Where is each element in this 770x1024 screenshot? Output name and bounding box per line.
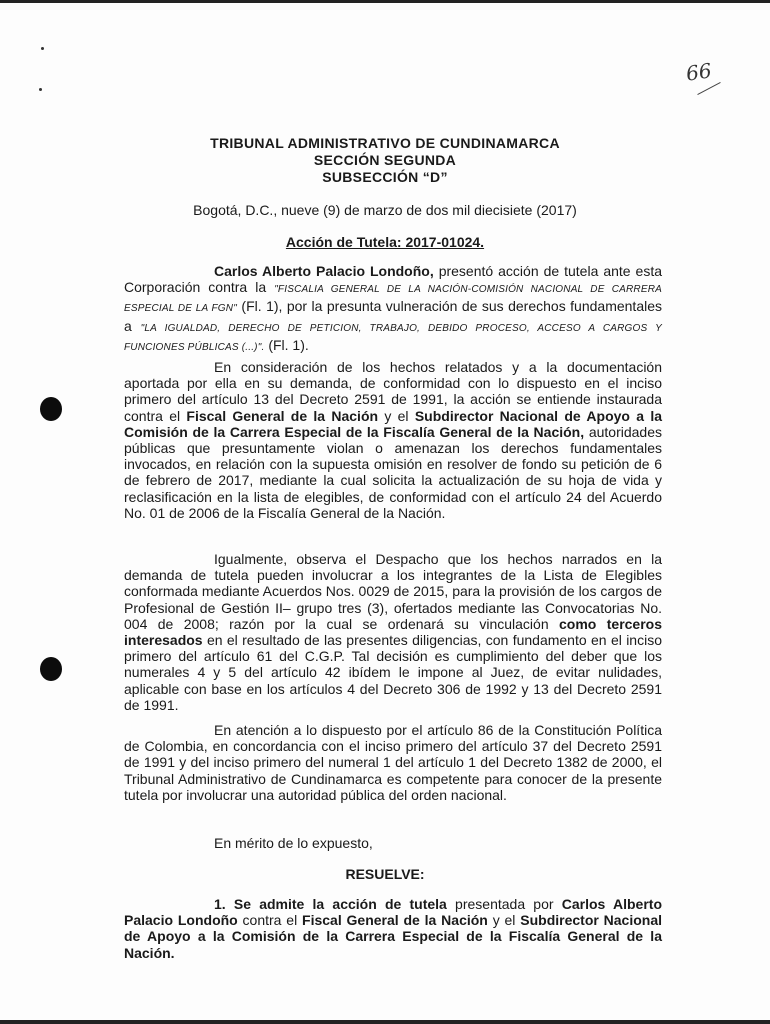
paragraph-competence: En atención a lo dispuesto por el artículo 86 de la Constitución Política de Colombia, en concordancia con el inciso primero del artículo 37 del Decreto 2591 de 1991 y del inciso primero del numeral 1 del artículo 1 del Decreto 1382 de 2000, el Tribunal Administrativo de Cundinamarca es competente para conocer de la presente tutela por involucrar una autoridad pública del orden nacional. [124,722,662,803]
paragraph-intro: Carlos Alberto Palacio Londoño, presentó acción de tutela ante esta Corporación contra la "FISCALIA GENERAL DE LA NACIÓN-COMISIÓN NACIONAL DE CARRERA ESPECIAL DE LA FGN" (Fl. 1), por la presunta vulneración de sus derechos fundamentales a "LA IGUALDAD, DERECHO DE PETICION, TRABAJO, DEBIDO PROCESO, ACCESO A CARGOS Y FUNCIONES PÚBLICAS (...)". (Fl. 1). [124,263,662,353]
quoted-rights: "LA IGUALDAD, DERECHO DE PETICION, TRABAJO, DEBIDO PROCESO, ACCESO A CARGOS Y FUNCIONES PÚBLICAS (...)". [124,322,662,353]
paragraph-considerations: En consideración de los hechos relatados y a la documentación aportada por ella en su demanda, de conformidad con lo dispuesto en el inciso primero del artículo 13 del Decreto 2591 de 1991, la acción se entiende instaurada contra el Fiscal General de la Nación y el Subdirector Nacional de Apoyo a la Comisión de la Carrera Especial de la Fiscalía General de la Nación, autoridades públicas que presuntamente violan o amenazan los derechos fundamentales invocados, en relación con la supuesta omisión en resolver de fondo su petición de 6 de febrero de 2017, mediante la cual solicita la actualización de su hoja de vida y reclasificación en la lista de elegibles, de conformidad con el artículo 24 del Acuerdo No. 01 de 2006 de la Fiscalía General de la Nación. [124,359,663,521]
scan-speck [39,88,42,91]
resuelve-heading: RESUELVE: [345,866,425,882]
case-title: Acción de Tutela: 2017-01024. [285,234,485,250]
folio-underline [697,82,720,95]
court-name: TRIBUNAL ADMINISTRATIVO DE CUNDINAMARCA [210,135,560,151]
quoted-defendant: "FISCALIA GENERAL DE LA NACIÓN-COMISIÓN NACIONAL DE CARRERA ESPECIAL DE LA FGN" [124,284,662,315]
document-date: Bogotá, D.C., nueve (9) de marzo de dos mil diecisiete (2017) [193,202,577,218]
merito-line: En mérito de lo expuesto, [214,835,373,851]
scan-top-edge [0,0,770,3]
paragraph-third-parties: Igualmente, observa el Despacho que los hechos narrados en la demanda de tutela pueden involucrar a los integrantes de la Lista de Elegibles conformada mediante Acuerdos Nos. 0029 de 2015, para la provisión de los cargos de Profesional de Gestión II– grupo tres (3), ofertados mediante las Convocatorias No. 004 de 2008; razón por la cual se ordenará su vinculación como terceros interesados en el resultado de las presentes diligencias, con fundamento en el inciso primero del artículo 61 del C.G.P. Tal decisión es cumplimiento del deber que los numerales 4 y 5 del artículo 42 ibídem le impone al Juez, de evitar nulidades, aplicable con base en los artículos 4 del Decreto 306 de 1992 y 13 del Decreto 2591 de 1991. [124,551,663,713]
scan-speck [41,47,44,50]
paragraph-resolution-1: 1. Se admite la acción de tutela presentada por Carlos Alberto Palacio Londoño contra el Fiscal General de la Nación y el Subdirector Nacional de Apoyo a la Comisión de la Carrera Especial de la Fiscalía General de la Nación. [124,896,663,961]
plaintiff-name: Carlos Alberto Palacio Londoño, [214,263,434,279]
punch-hole [40,657,62,681]
folio-number: 66 [684,58,713,86]
court-subsection: SUBSECCIÓN “D” [322,169,448,185]
court-section: SECCIÓN SEGUNDA [313,152,457,168]
punch-hole [40,397,62,421]
scan-bottom-edge [0,1020,770,1024]
